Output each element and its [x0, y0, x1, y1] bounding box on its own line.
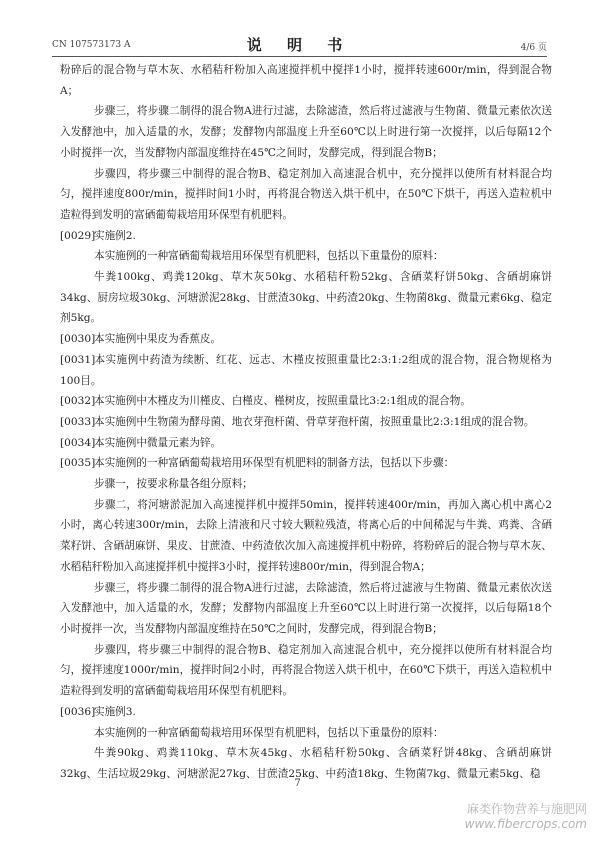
- paragraph-text: 步骤二，将河塘淤泥加入高速搅拌机中搅拌50min，搅拌转速400r/min，再加入离心机中离心2小时，离心转速300r/min，去除上清液和尺寸较大颗粒残渣，将离心后的中间稀泥与牛粪、鸡粪、含硒菜籽饼、含硒胡麻饼、果皮、甘蔗渣、中药渣依次加入高速搅拌机中粉碎，将粉碎后的混合物与草木灰、水稻秸秆粉加入高速搅拌机中搅拌3小时，搅拌转速800r/min，得到混合物A；: [60, 498, 552, 573]
- watermark: [465, 802, 587, 832]
- page-info: 4/6 页: [520, 43, 547, 53]
- paragraph-text: 步骤一，按要求称量各组分原料；: [94, 478, 253, 491]
- paragraph-text: 本实施例中果皮为香蕉皮。: [94, 333, 222, 346]
- paragraph: [60, 267, 552, 329]
- paragraph: [60, 391, 552, 412]
- paragraph: [60, 164, 552, 226]
- paragraph-text: 本实施例中木槿皮为川槿皮、白槿皮、槿树皮，按照重量比3:2:1组成的混合物。: [94, 395, 471, 408]
- paragraph-text: 本实施例中生物菌为酵母菌、地衣芽孢杆菌、骨草芽孢杆菌，按照重量比2:3:1组成的混合物。: [94, 415, 535, 428]
- paragraph: [60, 723, 552, 744]
- paragraph-number: [0035]: [60, 457, 96, 470]
- paragraph-number: [0031]: [60, 353, 96, 366]
- paragraph-number: [0036]: [60, 705, 96, 718]
- paragraph: [60, 412, 552, 433]
- paragraph-number: [0032]: [60, 395, 96, 408]
- paragraph-text: 实施例3.: [94, 705, 136, 718]
- paragraph: [60, 246, 552, 267]
- paragraph: [60, 60, 552, 101]
- paragraph: [60, 350, 552, 391]
- paragraph-text: 牛粪100kg、鸡粪120kg、草木灰50kg、水稻秸秆粉52kg、含硒菜籽饼50kg、含硒胡麻饼34kg、厨房垃圾30kg、河塘淤泥28kg、甘蔗渣30kg、中药渣20kg、生物菌8kg、微量元素6kg、稳定剂5kg。: [60, 271, 552, 325]
- patent-number: CN 107573173 A: [52, 40, 131, 50]
- paragraph-text: 步骤三，将步骤二制得的混合物A进行过滤，去除滤渣，然后将过滤液与生物菌、微量元素依次送入发酵池中，加入适量的水，发酵；发酵物内部温度上升至60℃以上时进行第一次搅拌，以后每隔18个小时搅拌一次，当发酵物内部温度维持在50℃之间时，发酵完成，得到混合物B；: [60, 581, 552, 635]
- paragraph-text: 牛粪90kg、鸡粪110kg、草木灰45kg、水稻秸秆粉50kg、含硒菜籽饼48kg、含硒胡麻饼32kg、生活垃圾29kg、河塘淤泥27kg、甘蔗渣25kg、中药渣18kg、生物菌7kg、微量元素5kg、稳: [60, 747, 552, 780]
- paragraph-text: 实施例2.: [94, 229, 136, 242]
- paragraph: [60, 640, 552, 702]
- paragraph: [60, 226, 552, 247]
- watermark-url: www.fibercrops.com: [464, 817, 587, 831]
- document-body: [60, 60, 552, 785]
- paragraph: [60, 329, 552, 350]
- watermark-text: 麻类作物营养与施肥网: [466, 802, 587, 816]
- paragraph-number: [0034]: [60, 436, 96, 449]
- page-number: 7: [294, 778, 301, 789]
- paragraph-text: 步骤四，将步骤三中制得的混合物B、稳定剂加入高速混合机中，充分搅拌以使所有材料混合均匀，搅拌速度1000r/min，搅拌时间2小时，再将混合物送入烘干机中，在60℃下烘干，再送入造粒机中造粒得到发明的富硒葡萄栽培用环保型有机肥料。: [60, 643, 552, 698]
- paragraph-text: 本实施例中微量元素为锌。: [94, 436, 222, 449]
- paragraph-text: 本实施例的一种富硒葡萄栽培用环保型有机肥料的制备方法，包括以下步骤：: [94, 457, 455, 470]
- paragraph: [60, 453, 552, 474]
- document-title: 说 明 书: [246, 36, 353, 54]
- paragraph: [60, 495, 552, 578]
- paragraph-text: 本实施例中药渣为续断、红花、远志、木槿皮按照重量比2:3:1:2组成的混合物，混合物规格为100目。: [60, 353, 552, 387]
- paragraph-text: 粉碎后的混合物与草木灰、水稻秸秆粉加入高速搅拌机中搅拌1小时，搅拌转速600r/min，得到混合物A；: [60, 64, 552, 97]
- paragraph-number: [0030]: [60, 333, 96, 346]
- paragraph-text: 本实施例的一种富硒葡萄栽培用环保型有机肥料，包括以下重量份的原料：: [94, 250, 444, 263]
- paragraph-number: [0029]: [60, 229, 96, 242]
- paragraph: [60, 702, 552, 723]
- paragraph-text: 本实施例的一种富硒葡萄栽培用环保型有机肥料，包括以下重量份的原料：: [94, 726, 444, 739]
- paragraph-number: [0033]: [60, 415, 96, 428]
- paragraph: [60, 578, 552, 640]
- page-header: [52, 34, 547, 57]
- paragraph-text: 步骤三，将步骤二制得的混合物A进行过滤，去除滤渣，然后将过滤液与生物菌、微量元素依次送入发酵池中，加入适量的水，发酵；发酵物内部温度上升至60℃以上时进行第一次搅拌，以后每隔12个小时搅拌一次，当发酵物内部温度维持在45℃之间时，发酵完成，得到混合物B；: [60, 105, 552, 159]
- paragraph: [60, 101, 552, 163]
- paragraph-text: 步骤四，将步骤三中制得的混合物B、稳定剂加入高速混合机中，充分搅拌以使所有材料混合均匀，搅拌速度800r/min，搅拌时间1小时，再将混合物送入烘干机中，在50℃下烘干，再送入造粒机中造粒得到发明的富硒葡萄栽培用环保型有机肥料。: [60, 167, 552, 221]
- paragraph: [60, 474, 552, 495]
- paragraph: [60, 433, 552, 454]
